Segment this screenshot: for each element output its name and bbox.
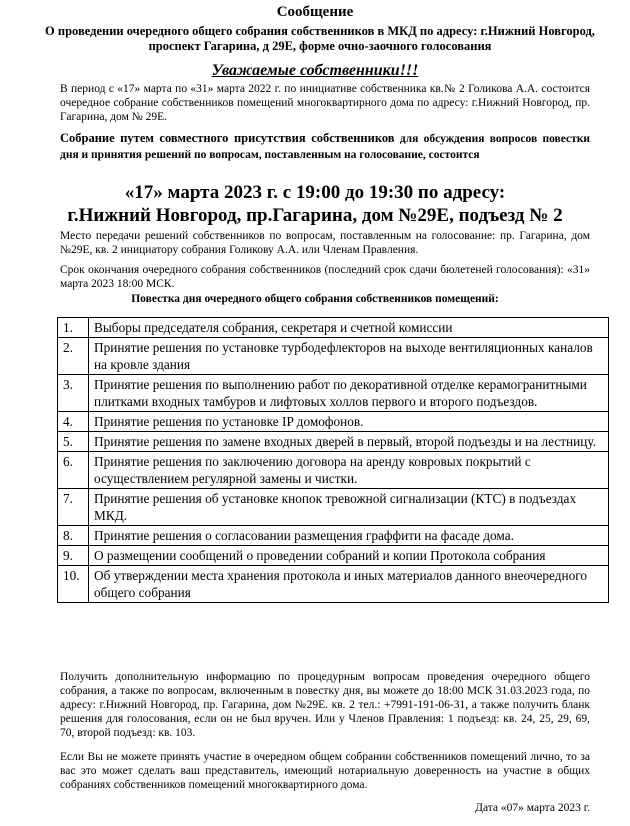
agenda-title: Повестка дня очередного общего собрания собственников помещений: [131,293,499,305]
agenda-item-number: 2. [58,338,89,375]
agenda-item-text: Принятие решения по заключению договора на аренду ковровых покрытий с осуществлением регулярной замены и чистки. [89,452,609,489]
meeting-rest: для обсуждения вопросов повестки дня и принятия решений по вопросам, поставленным на голосование, состоится [60,133,590,161]
meeting-time: «17» марта 2023 г. с 19:00 до 19:30 по адресу: [124,182,506,203]
agenda-item-text: Выборы председателя собрания, секретаря и счетной комиссии [89,318,609,338]
agenda-item-text: Принятие решения об установке кнопок тревожной сигнализации (КТС) в подъездах МКД. [89,489,609,526]
agenda-item-number: 5. [58,432,89,452]
agenda-item-number: 6. [58,452,89,489]
agenda-row [58,432,609,452]
agenda-row [58,566,609,603]
agenda-row [58,452,609,489]
meeting-lead: Собрание путем совместного присутствия собственников [60,131,395,145]
agenda-row [58,318,609,338]
agenda-item-text: Принятие решения о согласовании размещения граффити на фасаде дома. [89,526,609,546]
meeting-address: г.Нижний Новгород, пр.Гагарина, дом №29Е, подъезд № 2 [67,205,563,226]
intro-paragraph: В период с «17» марта по «31» марта 2022 г. по инициативе собственника кв.№ 2 Голикова А.А. состоится очередное собрание собственников помещений многоквартирного дома по адресу: г.Нижний Новгород, пр. Гагарина, дом № 29Е. [60,83,590,123]
agenda-row [58,526,609,546]
agenda-row [58,546,609,566]
greeting: Уважаемые собственники!!! [211,62,419,79]
document-date: Дата «07» марта 2023 г. [475,802,590,814]
agenda-item-text: Принятие решения по выполнению работ по декоративной отделке керамогранитными плитками входных тамбуров и лифтовых холлов первого и второго подъездов. [89,375,609,412]
agenda-item-text: Об утверждении места хранения протокола и иных материалов данного внеочередного общего собрания [89,566,609,603]
agenda-row [58,338,609,375]
agenda-item-text: Принятие решения по установке турбодефлекторов на выходе вентиляционных каналов на кровле здания [89,338,609,375]
document-title: Сообщение [276,4,354,20]
agenda-item-text: Принятие решения по установке IP домофонов. [89,412,609,432]
meeting-paragraph [60,131,590,163]
agenda-item-number: 8. [58,526,89,546]
agenda-row [58,375,609,412]
agenda-item-number: 4. [58,412,89,432]
proxy-paragraph: Если Вы не можете принять участие в очередном общем собрании собственников помещений лично, то за вас это может сделать ваш представитель, имеющий нотариальную доверенность на участие в общих собраниях собственников помещений многоквартирного дома. [60,751,590,791]
agenda-item-text: О размещении сообщений о проведении собраний и копии Протокола собрания [89,546,609,566]
agenda-item-number: 1. [58,318,89,338]
agenda-item-number: 10. [58,566,89,603]
agenda-row [58,489,609,526]
agenda-item-text: Принятие решения по замене входных дверей в первый, второй подъезды и на лестницу. [89,432,609,452]
deadline-paragraph: Срок окончания очередного собрания собственников (последний срок сдачи бюлетеней голосования): «31» марта 2023 18:00 МСК. [60,264,590,290]
agenda-item-number: 3. [58,375,89,412]
document-subtitle: О проведении очередного общего собрания собственников в МКД по адресу: г.Нижний Новгород, проспект Гагарина, д 29Е, форме очно-заочного голосования [45,24,595,53]
transfer-place-paragraph: Место передачи решений собственников по вопросам, поставленным на голосование: пр. Гагарина, дом №29Е, кв. 2 инициатору собрания Голикову А.А. или Членам Правления. [60,230,590,256]
info-paragraph: Получить дополнительную информацию по процедурным вопросам проведения очередного общего собрания, а также по вопросам, включенным в повестку дня, вы можете до 18:00 МСК 31.03.2023 года, по адресу: г.Нижний Новгород, пр. Гагарина, дом №29Е. кв. 2 тел.: +7991-191-06-31, а также получить бланк решения для голосования, если он не был вручен. Или у Членов Правления: 1 подъезд: кв. 24, 25, 29, 69, 70, второй подъезд: кв. 103. [60,671,590,739]
agenda-item-number: 7. [58,489,89,526]
agenda-row [58,412,609,432]
agenda-table [57,317,609,603]
agenda-item-number: 9. [58,546,89,566]
